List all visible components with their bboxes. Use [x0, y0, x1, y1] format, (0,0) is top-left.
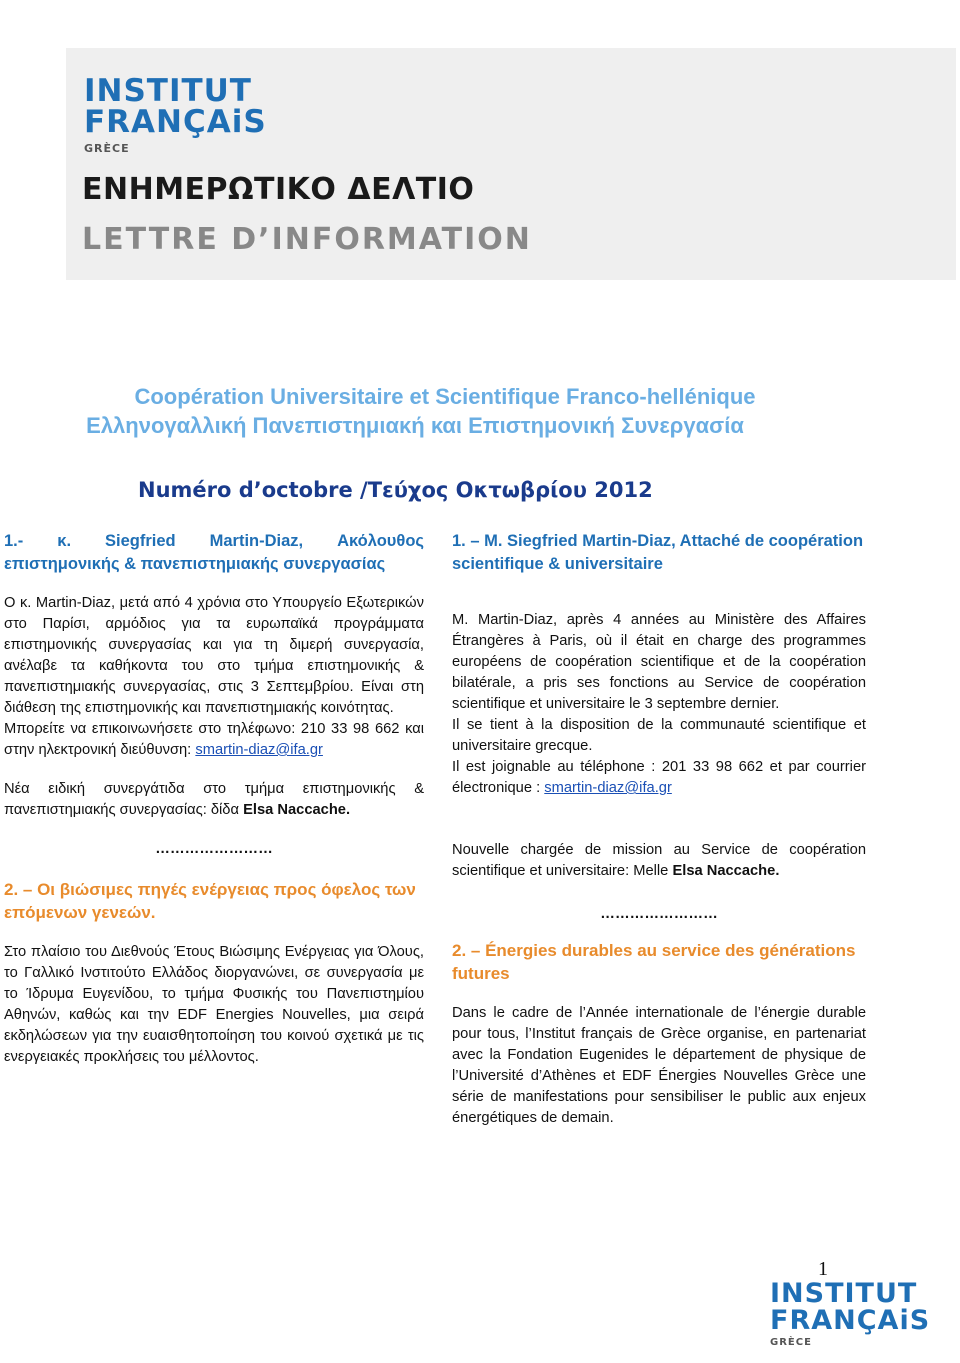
left-section2-paragraph: Στο πλαίσιο του Διεθνούς Έτους Βιώσιμης Ενέργειας για Όλους, το Γαλλικό Ινστιτούτο Ελλάδος διοργανώνει, σε συνεργασία με το Ίδρυμα Ευγενίδου, το τμήμα Φυσικής του Πανεπιστημίου Αθηνών, καθώς και την EDF Energies Nouvelles, μια σειρά εκδηλώσεων για την ευαισθητοποίηση του κοινού σχετικά με τις ενεργειακές προκλήσεις του μέλλοντος. — [4, 944, 424, 1065]
right-section2-heading: 2. – Énergies durables au service des générations futures — [452, 941, 856, 983]
left-separator: …………………… — [155, 841, 273, 857]
newsletter-title: ΕΝΗΜΕΡΩΤΙΚΟ ΔΕΛΤΙΟ — [82, 172, 475, 207]
left-new-colleague-name: Elsa Naccache. — [243, 802, 351, 818]
left-section2-heading: 2. – Οι βιώσιμες πηγές ενέργειας προς όφελος των επόμενων γενεών. — [4, 880, 416, 922]
cooperation-title-gr: Ελληνογαλλική Πανεπιστημιακή και Επιστημονική Συνεργασία — [86, 413, 744, 438]
right-section1-heading: 1. – M. Siegfried Martin-Diaz, Attaché de coopération scientifique & universitaire — [452, 532, 864, 573]
issue-title: Numéro d’octobre /Τεύχος Οκτωβρίου 2012 — [138, 478, 653, 502]
left-column — [4, 530, 424, 1068]
left-section1-paragraph: Ο κ. Martin-Diaz, μετά από 4 χρόνια στο Υπουργείο Εξωτερικών στο Παρίσι, αρμόδιος για τα ευρωπαϊκά προγράμματα επιστημονικής συνεργασίας και για τη διμερή συνεργασία, ανέλαβε τα καθήκοντα του στο τμήμα επιστημονικής & πανεπιστημιακής συνεργασίας, στις 3 Σεπτεμβρίου. Είναι στη διάθεση της επιστημονικής και πανεπιστημιακής κοινότητας. — [4, 595, 424, 716]
newsletter-subtitle: LETTRE D’INFORMATION — [82, 222, 532, 257]
right-section1-availability: Il se tient à la disposition de la communauté scientifique et universitaire grecque. — [452, 717, 866, 754]
right-section1-contact — [452, 757, 866, 799]
cooperation-title-fr: Coopération Universitaire et Scientifique Franco-hellénique — [134, 384, 756, 409]
left-contact-text: Μπορείτε να επικοινωνήσετε στο τηλέφωνο: 210 33 98 662 και στην ηλεκτρονική διεύθυνση: — [4, 721, 424, 758]
logo-line3: GRÈCE — [84, 142, 130, 155]
institut-francais-logo — [84, 73, 267, 155]
right-new-colleague-name: Elsa Naccache. — [672, 863, 780, 879]
right-email-link[interactable]: smartin-diaz@ifa.gr — [544, 780, 672, 796]
footer-logo — [770, 1280, 930, 1348]
left-email-link[interactable]: smartin-diaz@ifa.gr — [195, 742, 323, 758]
footer-logo-line3: GRÈCE — [770, 1337, 812, 1348]
footer-logo-line2: FRANÇAiS — [770, 1305, 931, 1336]
logo-line1: INSTITUT — [84, 73, 252, 109]
right-section2-paragraph: Dans le cadre de l’Année internationale de l’énergie durable pour tous, l’Institut français de Grèce organise, en partenariat avec la Fondation Eugenides le département de physique de l’Université d’Athènes et EDF Énergies Nouvelles Grèce une série de manifestations pour sensibiliser le public aux enjeux énergétiques de demain. — [452, 1005, 866, 1126]
right-new-colleague — [452, 840, 866, 882]
left-new-colleague — [4, 779, 424, 821]
right-contact-text: Il est joignable au téléphone : 201 33 98 662 et par courrier électronique : — [452, 759, 866, 796]
right-separator: …………………… — [600, 906, 718, 922]
logo-line2: FRANÇAiS — [84, 104, 267, 140]
footer-logo-line1: INSTITUT — [770, 1278, 918, 1309]
left-section1-heading: 1.- κ. Siegfried Martin-Diaz, Ακόλουθος επιστημονικής & πανεπιστημιακής συνεργασίας — [4, 532, 424, 573]
left-new-colleague-text: Νέα ειδική συνεργάτιδα στο τμήμα επιστημονικής & πανεπιστημιακής συνεργασίας: δίδα — [4, 781, 424, 818]
right-column — [452, 530, 866, 1129]
right-new-colleague-text: Nouvelle chargée de mission au Service de coopération scientifique et universitaire: Melle — [452, 842, 866, 879]
right-section1-paragraph: M. Martin-Diaz, après 4 années au Ministère des Affaires Étrangères à Paris, où il était en charge des programmes européens de coopération scientifique et de la coopération bilatérale, a pris ses fonctions au Service de coopération scientifique et universitaire le 3 septembre dernier. — [452, 612, 866, 712]
left-section1-contact — [4, 719, 424, 761]
page-number: 1 — [818, 1258, 828, 1280]
